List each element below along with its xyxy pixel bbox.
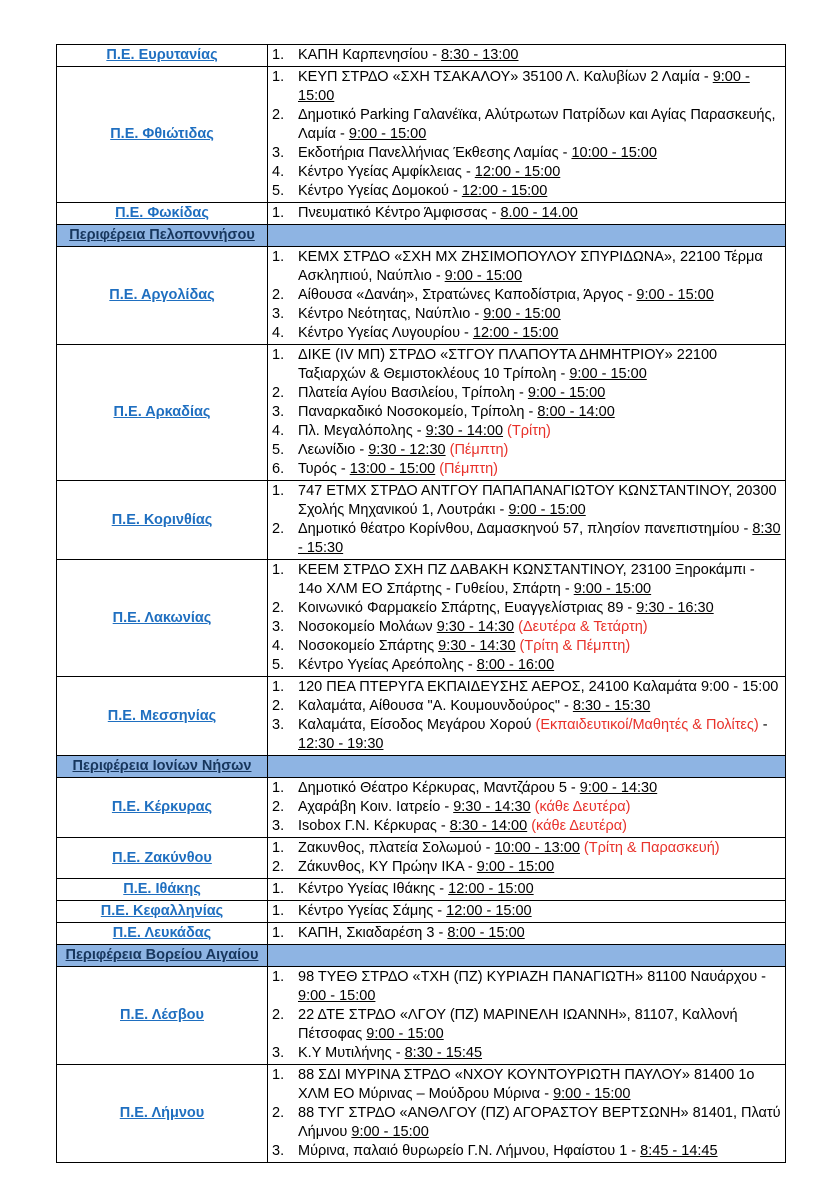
region-cell xyxy=(57,901,268,923)
group-header-spacer-cell xyxy=(268,945,786,967)
region-link[interactable]: Π.Ε. Μεσσηνίας xyxy=(107,707,217,724)
item-hours: 12:00 - 15:00 xyxy=(448,881,534,897)
region-link[interactable]: Π.Ε. Λακωνίας xyxy=(112,609,212,626)
location-item xyxy=(272,618,781,637)
region-cell xyxy=(57,967,268,1065)
item-number: 3. xyxy=(272,145,285,161)
location-item xyxy=(272,716,781,754)
location-item xyxy=(272,599,781,618)
region-row xyxy=(57,203,786,225)
locations-cell xyxy=(268,345,786,481)
item-label-segment: ΔΙΚΕ (IV ΜΠ) ΣΤΡΔΟ «ΣΤΓΟΥ ΠΛΑΠΟΥΤΑ ΔΗΜΗΤΡΙΟΥ» 22100 Ταξιαρχών & Θεμιστοκλέους 10 Τρίπολη - xyxy=(298,347,718,382)
location-item xyxy=(272,968,781,1006)
location-item xyxy=(272,324,781,343)
location-item xyxy=(272,163,781,182)
location-item xyxy=(272,561,781,599)
item-day-note: (Πέμπτη) xyxy=(445,442,509,458)
item-label-segment: Δημοτικό θέατρο Κορίνθου, Δαμασκηνού 57, πλησίον πανεπιστημίου - xyxy=(298,521,753,537)
item-number: 4. xyxy=(272,325,285,341)
location-item xyxy=(272,858,781,877)
item-label-segment: Πλατεία Αγίου Βασιλείου, Τρίπολη - xyxy=(298,385,528,401)
group-header-spacer-cell xyxy=(268,225,786,247)
item-text xyxy=(298,182,781,201)
locations-table-body xyxy=(57,45,786,1163)
item-number: 1. xyxy=(272,925,285,941)
item-day-note: (Πέμπτη) xyxy=(435,461,498,477)
item-label-segment: Δημοτικό Parking Γαλανέϊκα, Αλύτρωτων Πατρίδων και Αγίας Παρασκευής, Λαμία - xyxy=(298,107,776,142)
item-text xyxy=(298,204,781,223)
item-number: 1. xyxy=(272,205,285,221)
item-text xyxy=(298,144,781,163)
item-number: 5. xyxy=(272,183,285,199)
item-hours: 9:00 - 15:00 xyxy=(348,126,427,142)
item-number: 3. xyxy=(272,619,285,635)
item-label-segment: Εκδοτήρια Πανελλήνιας Έκθεσης Λαμίας - xyxy=(298,145,572,161)
region-cell xyxy=(57,923,268,945)
item-day-note: (Τρίτη) xyxy=(503,423,551,439)
locations-cell xyxy=(268,247,786,345)
region-cell xyxy=(57,247,268,345)
item-label-segment: 22 ΔΤΕ ΣΤΡΔΟ «ΛΓΟΥ (ΠΖ) ΜΑΡΙΝΕΛΗ ΙΩΑΝΝΗ», 81107, Καλλονή Πέτσοφας xyxy=(298,1007,738,1042)
item-label-segment: Πνευματικό Κέντρο Άμφισσας - xyxy=(298,205,501,221)
location-item xyxy=(272,346,781,384)
region-cell xyxy=(57,67,268,203)
item-label-segment: Κοινωνικό Φαρμακείο Σπάρτης, Ευαγγελίστριας 89 - xyxy=(298,600,637,616)
item-hours: 9:00 - 15:00 xyxy=(527,385,606,401)
group-header-row xyxy=(57,225,786,247)
item-label-segment: Κ.Υ Μυτιλήνης - xyxy=(298,1045,405,1061)
location-item xyxy=(272,1066,781,1104)
item-text xyxy=(298,286,781,305)
item-number: 4. xyxy=(272,164,285,180)
item-text xyxy=(298,482,781,520)
item-hours: 9:00 - 15:00 xyxy=(476,859,555,875)
item-hours: 8.00 - 14.00 xyxy=(500,205,578,221)
item-number: 3. xyxy=(272,404,285,420)
item-label-segment: 747 ΕΤΜΧ ΣΤΡΔΟ ΑΝΤΓΟΥ ΠΑΠΑΠΑΝΑΓΙΩΤΟΥ ΚΩΝΣΤΑΝΤΙΝΟΥ, 20300 Σχολής Μηχανικού 1, Λουτράκι - xyxy=(298,483,777,518)
item-text xyxy=(298,798,781,817)
item-hours: 8:30 - 14:00 xyxy=(449,818,528,834)
region-link[interactable]: Π.Ε. Φθιώτιδας xyxy=(110,126,214,142)
item-number: 1. xyxy=(272,249,285,265)
group-header-row xyxy=(57,945,786,967)
item-text xyxy=(298,678,781,697)
region-cell xyxy=(57,345,268,481)
group-header-label: Περιφέρεια Ιονίων Νήσων xyxy=(72,758,252,774)
item-hours: 10:00 - 15:00 xyxy=(571,145,657,161)
location-item xyxy=(272,779,781,798)
location-item xyxy=(272,798,781,817)
item-text xyxy=(298,697,781,716)
item-text xyxy=(298,561,781,599)
item-number: 3. xyxy=(272,818,285,834)
item-text xyxy=(298,599,781,618)
region-link[interactable]: Π.Ε. Κεφαλληνίας xyxy=(100,903,224,919)
item-day-note: (κάθε Δευτέρα) xyxy=(527,818,627,834)
location-item xyxy=(272,520,781,558)
region-row xyxy=(57,1065,786,1163)
item-hours: 9:30 - 14:30 xyxy=(438,638,516,654)
location-item xyxy=(272,637,781,656)
locations-cell xyxy=(268,45,786,67)
item-hours: 9:30 - 14:30 xyxy=(436,619,515,635)
region-link[interactable]: Π.Ε. Κέρκυρας xyxy=(111,799,213,815)
item-text xyxy=(298,441,781,460)
item-number: 5. xyxy=(272,657,285,673)
item-text xyxy=(298,422,781,441)
location-item xyxy=(272,384,781,403)
item-text xyxy=(298,520,781,558)
region-row xyxy=(57,345,786,481)
item-text xyxy=(298,163,781,182)
region-link[interactable]: Π.Ε. Ζακύνθου xyxy=(112,849,212,866)
item-label-segment: Καλαμάτα, Είσοδος Μεγάρου Χορού xyxy=(298,717,536,733)
item-text xyxy=(298,618,781,637)
item-number: 1. xyxy=(272,780,285,796)
location-item xyxy=(272,144,781,163)
item-label-segment: Νοσοκομείο Μολάων xyxy=(298,619,437,635)
location-item xyxy=(272,403,781,422)
item-text xyxy=(298,716,781,754)
location-item xyxy=(272,678,781,697)
item-number: 3. xyxy=(272,1143,285,1159)
item-text xyxy=(298,779,781,798)
item-number: 2. xyxy=(272,385,285,401)
locations-cell xyxy=(268,677,786,756)
item-hours: 12:00 - 15:00 xyxy=(472,325,559,341)
item-number: 1. xyxy=(272,1067,285,1083)
item-number: 1. xyxy=(272,562,285,578)
group-header-cell xyxy=(57,756,268,778)
item-label-segment: Τυρός - xyxy=(298,461,350,477)
item-label-segment: - xyxy=(758,717,768,733)
region-cell xyxy=(57,1065,268,1163)
item-number: 3. xyxy=(272,717,285,733)
item-hours: 8:30 - 15:30 xyxy=(572,698,651,714)
location-item xyxy=(272,441,781,460)
item-day-note: (κάθε Δευτέρα) xyxy=(530,799,631,815)
group-header-label: Περιφέρεια Βορείου Αιγαίου xyxy=(65,947,259,963)
item-number: 1. xyxy=(272,483,285,499)
item-hours: 9:00 - 14:30 xyxy=(579,780,658,796)
item-text xyxy=(298,1006,781,1044)
item-text xyxy=(298,1104,781,1142)
region-link[interactable]: Π.Ε. Λευκάδας xyxy=(112,925,212,941)
region-row xyxy=(57,560,786,677)
region-link[interactable]: Π.Ε. Λέσβου xyxy=(120,1007,204,1023)
item-number: 2. xyxy=(272,698,285,714)
region-row xyxy=(57,481,786,560)
item-number: 3. xyxy=(272,306,285,322)
location-item xyxy=(272,106,781,144)
location-item xyxy=(272,902,781,921)
item-text xyxy=(298,880,781,899)
item-text xyxy=(298,305,781,324)
item-text xyxy=(298,902,781,921)
item-label-segment: ΚΑΠΗ, Σκιαδαρέση 3 - xyxy=(298,925,448,941)
item-label-segment: Isobox Γ.Ν. Κέρκυρας - xyxy=(298,818,450,834)
item-text xyxy=(298,384,781,403)
region-row xyxy=(57,45,786,67)
item-label-segment: Κέντρο Υγείας Σάμης - xyxy=(298,903,447,919)
item-hours: 8:00 - 15:00 xyxy=(447,925,525,941)
item-hours: 9:00 - 15:00 xyxy=(636,287,714,303)
item-label-segment: Ζακυνθος, πλατεία Σολωμού - xyxy=(298,840,495,856)
vaccination-locations-table xyxy=(56,44,786,1163)
location-item xyxy=(272,880,781,899)
region-row xyxy=(57,247,786,345)
item-text xyxy=(298,68,781,106)
item-text xyxy=(298,817,781,836)
item-hours: 12:00 - 15:00 xyxy=(446,903,532,919)
item-number: 2. xyxy=(272,859,285,875)
item-hours: 9:00 - 15:00 xyxy=(553,1086,631,1102)
locations-cell xyxy=(268,560,786,677)
item-label-segment: Κέντρο Νεότητας, Ναύπλιο - xyxy=(298,306,484,322)
location-item xyxy=(272,46,781,65)
item-day-note: (Εκπαιδευτικοί/Μαθητές & Πολίτες) xyxy=(535,717,759,733)
item-number: 1. xyxy=(272,47,285,63)
item-label-segment: Κέντρο Υγείας Δομοκού - xyxy=(298,183,462,199)
item-label-segment: Νοσοκομείο Σπάρτης xyxy=(298,638,439,654)
region-cell xyxy=(57,45,268,67)
item-hours: 9:00 - 15:00 xyxy=(298,69,750,104)
item-hours: 9:30 - 16:30 xyxy=(636,600,714,616)
item-hours: 12:00 - 15:00 xyxy=(474,164,561,180)
location-item xyxy=(272,286,781,305)
item-label-segment: Πλ. Μεγαλόπολης - xyxy=(298,423,426,439)
item-text xyxy=(298,460,781,479)
item-hours: 12:00 - 15:00 xyxy=(461,183,548,199)
location-item xyxy=(272,1006,781,1044)
item-hours: 9:30 - 12:30 xyxy=(368,442,446,458)
item-text xyxy=(298,1044,781,1063)
item-number: 3. xyxy=(272,1045,285,1061)
item-hours: 8:30 - 15:45 xyxy=(404,1045,483,1061)
region-cell xyxy=(57,838,268,879)
item-number: 6. xyxy=(272,461,285,477)
region-row xyxy=(57,923,786,945)
item-label-segment: Δημοτικό Θέατρο Κέρκυρας, Μαντζάρου 5 - xyxy=(298,780,580,796)
region-link[interactable]: Π.Ε. Φωκίδας xyxy=(115,205,209,221)
item-hours: 13:00 - 15:00 xyxy=(349,461,436,477)
item-hours: 9:00 - 15:00 xyxy=(366,1026,444,1042)
item-number: 2. xyxy=(272,600,285,616)
location-item xyxy=(272,1104,781,1142)
item-hours: 9:00 - 15:00 xyxy=(298,988,376,1004)
item-hours: 8:45 - 14:45 xyxy=(640,1143,718,1159)
item-label-segment: ΚΕΜΧ ΣΤΡΔΟ «ΣΧΗ ΜΧ ΖΗΣΙΜΟΠΟΥΛΟΥ ΣΠΥΡΙΔΩΝΑ», 22100 Τέρμα Ασκληπιού, Ναύπλιο - xyxy=(298,249,763,284)
location-item xyxy=(272,1044,781,1063)
location-item xyxy=(272,460,781,479)
item-text xyxy=(298,248,781,286)
locations-cell xyxy=(268,923,786,945)
item-hours: 9:00 - 15:00 xyxy=(483,306,561,322)
location-item xyxy=(272,422,781,441)
item-number: 1. xyxy=(272,679,285,695)
region-cell xyxy=(57,203,268,225)
item-text xyxy=(298,324,781,343)
item-hours: 9:00 - 15:00 xyxy=(569,366,647,382)
item-number: 1. xyxy=(272,881,285,897)
location-item xyxy=(272,204,781,223)
locations-cell xyxy=(268,901,786,923)
item-number: 2. xyxy=(272,1007,285,1023)
item-number: 2. xyxy=(272,521,285,537)
item-hours: 9:00 - 15:00 xyxy=(444,268,523,284)
item-text xyxy=(298,656,781,675)
item-text xyxy=(298,46,781,65)
region-link[interactable]: Π.Ε. Ιθάκης xyxy=(123,881,201,897)
locations-cell xyxy=(268,778,786,838)
item-label-segment: 88 ΣΔΙ ΜΥΡΙΝΑ ΣΤΡΔΟ «ΝΧΟΥ ΚΟΥΝΤΟΥΡΙΩΤΗ ΠΑΥΛΟΥ» 81400 1ο ΧΛΜ ΕΟ Μύρινας – Μούδρου Μύρινα - xyxy=(298,1067,755,1102)
item-number: 1. xyxy=(272,69,285,85)
group-header-cell xyxy=(57,945,268,967)
item-label-segment: Αχαράβη Κοιν. Ιατρείο - xyxy=(298,799,454,815)
item-label-segment: ΚΕΥΠ ΣΤΡΔΟ «ΣΧΗ ΤΣΑΚΑΛΟΥ» 35100 Λ. Καλυβίων 2 Λαμία - xyxy=(298,69,713,85)
item-label-segment: 98 ΤΥΕΘ ΣΤΡΔΟ «ΤΧΗ (ΠΖ) ΚΥΡΙΑΖΗ ΠΑΝΑΓΙΩΤΗ» 81100 Ναυάρχου - xyxy=(298,969,767,985)
locations-cell xyxy=(268,1065,786,1163)
item-hours: 8:00 - 16:00 xyxy=(476,657,555,673)
item-day-note: (Δευτέρα & Τετάρτη) xyxy=(514,619,648,635)
item-label-segment: Ζάκυνθος, ΚΥ Πρώην ΙΚΑ - xyxy=(298,859,477,875)
item-number: 5. xyxy=(272,442,285,458)
location-item xyxy=(272,305,781,324)
item-number: 2. xyxy=(272,287,285,303)
item-text xyxy=(298,1142,781,1161)
group-header-spacer-cell xyxy=(268,756,786,778)
item-day-note: (Τρίτη & Πέμπτη) xyxy=(515,638,631,654)
item-label-segment: Καλαμάτα, Αίθουσα "Α. Κουμουνδούρος" - xyxy=(298,698,573,714)
item-text xyxy=(298,1066,781,1104)
item-text xyxy=(298,403,781,422)
item-hours: 8:00 - 14:00 xyxy=(537,404,615,420)
item-text xyxy=(298,858,781,877)
item-number: 1. xyxy=(272,969,285,985)
locations-cell xyxy=(268,967,786,1065)
item-text xyxy=(298,924,781,943)
item-number: 1. xyxy=(272,347,285,363)
item-text xyxy=(298,106,781,144)
item-label-segment: Κέντρο Υγείας Ιθάκης - xyxy=(298,881,449,897)
item-number: 2. xyxy=(272,799,285,815)
item-text xyxy=(298,346,781,384)
item-hours: 8:30 - 13:00 xyxy=(441,47,519,63)
region-link[interactable]: Π.Ε. Αργολίδας xyxy=(109,287,215,303)
locations-cell xyxy=(268,203,786,225)
region-cell xyxy=(57,879,268,901)
item-hours: 9:00 - 15:00 xyxy=(508,502,586,518)
item-label-segment: Μύρινα, παλαιό θυρωρείο Γ.Ν. Λήμνου, Ηφαίστου 1 - xyxy=(298,1143,641,1159)
item-hours: 9:00 - 15:00 xyxy=(351,1124,429,1140)
region-link[interactable]: Π.Ε. Κορινθίας xyxy=(111,511,213,528)
location-item xyxy=(272,68,781,106)
item-hours: 8:30 - 15:30 xyxy=(298,521,781,556)
region-link[interactable]: Π.Ε. Λήμνου xyxy=(119,1105,205,1121)
region-link[interactable]: Π.Ε. Ευρυτανίας xyxy=(106,47,218,63)
location-item xyxy=(272,482,781,520)
item-text xyxy=(298,968,781,1006)
item-label-segment: 120 ΠΕΑ ΠΤΕΡΥΓΑ ΕΚΠΑΙΔΕΥΣΗΣ ΑΕΡΟΣ, 24100 Καλαμάτα 9:00 - 15:00 xyxy=(298,679,779,695)
location-item xyxy=(272,924,781,943)
item-label-segment: 88 ΤΥΓ ΣΤΡΔΟ «ΑΝΘΛΓΟΥ (ΠΖ) ΑΓΟΡΑΣΤΟΥ ΒΕΡΤΣΩΝΗ» 81401, Πλατύ Λήμνου xyxy=(298,1105,781,1140)
locations-cell xyxy=(268,67,786,203)
item-number: 4. xyxy=(272,638,285,654)
region-row xyxy=(57,67,786,203)
item-hours: 12:30 - 19:30 xyxy=(298,736,384,752)
item-hours: 10:00 - 13:00 xyxy=(494,840,580,856)
item-hours: 9:30 - 14:30 xyxy=(453,799,531,815)
region-link[interactable]: Π.Ε. Αρκαδίας xyxy=(113,404,211,420)
location-item xyxy=(272,839,781,858)
region-row xyxy=(57,677,786,756)
region-cell xyxy=(57,677,268,756)
item-label-segment: Κέντρο Υγείας Αμφίκλειας - xyxy=(298,164,475,180)
group-header-cell xyxy=(57,225,268,247)
region-cell xyxy=(57,560,268,677)
item-number: 2. xyxy=(272,1105,285,1121)
item-hours: 9:00 - 15:00 xyxy=(573,581,652,597)
item-label-segment: ΚΕΕΜ ΣΤΡΔΟ ΣΧΗ ΠΖ ΔΑΒΑΚΗ ΚΩΝΣΤΑΝΤΙΝΟΥ, 23100 Ξηροκάμπι - 14ο ΧΛΜ ΕΟ Σπάρτης - Γυθείου, Σπάρτη - xyxy=(298,562,755,597)
locations-cell xyxy=(268,879,786,901)
region-row xyxy=(57,901,786,923)
region-row xyxy=(57,778,786,838)
item-label-segment: Κέντρο Υγείας Αρεόπολης - xyxy=(298,657,477,673)
locations-cell xyxy=(268,838,786,879)
item-label-segment: Αίθουσα «Δανάη», Στρατώνες Καποδίστρια, Άργος - xyxy=(298,287,637,303)
item-number: 1. xyxy=(272,903,285,919)
item-text xyxy=(298,839,781,858)
location-item xyxy=(272,697,781,716)
location-item xyxy=(272,817,781,836)
location-item xyxy=(272,1142,781,1161)
location-item xyxy=(272,182,781,201)
item-day-note: (Τρίτη & Παρασκευή) xyxy=(579,840,720,856)
locations-cell xyxy=(268,481,786,560)
item-label-segment: Παναρκαδικό Νοσοκομείο, Τρίπολη - xyxy=(298,404,538,420)
location-item xyxy=(272,248,781,286)
region-row xyxy=(57,838,786,879)
item-hours: 9:30 - 14:00 xyxy=(425,423,504,439)
region-row xyxy=(57,967,786,1065)
region-row xyxy=(57,879,786,901)
item-number: 1. xyxy=(272,840,285,856)
item-number: 4. xyxy=(272,423,285,439)
group-header-label: Περιφέρεια Πελοποννήσου xyxy=(69,227,255,243)
item-number: 2. xyxy=(272,107,285,123)
region-cell xyxy=(57,481,268,560)
item-label-segment: ΚΑΠΗ Καρπενησίου - xyxy=(298,47,442,63)
item-text xyxy=(298,637,781,656)
region-cell xyxy=(57,778,268,838)
item-label-segment: Λεωνίδιο - xyxy=(298,442,369,458)
item-label-segment: Κέντρο Υγείας Λυγουρίου - xyxy=(298,325,473,341)
location-item xyxy=(272,656,781,675)
group-header-row xyxy=(57,756,786,778)
